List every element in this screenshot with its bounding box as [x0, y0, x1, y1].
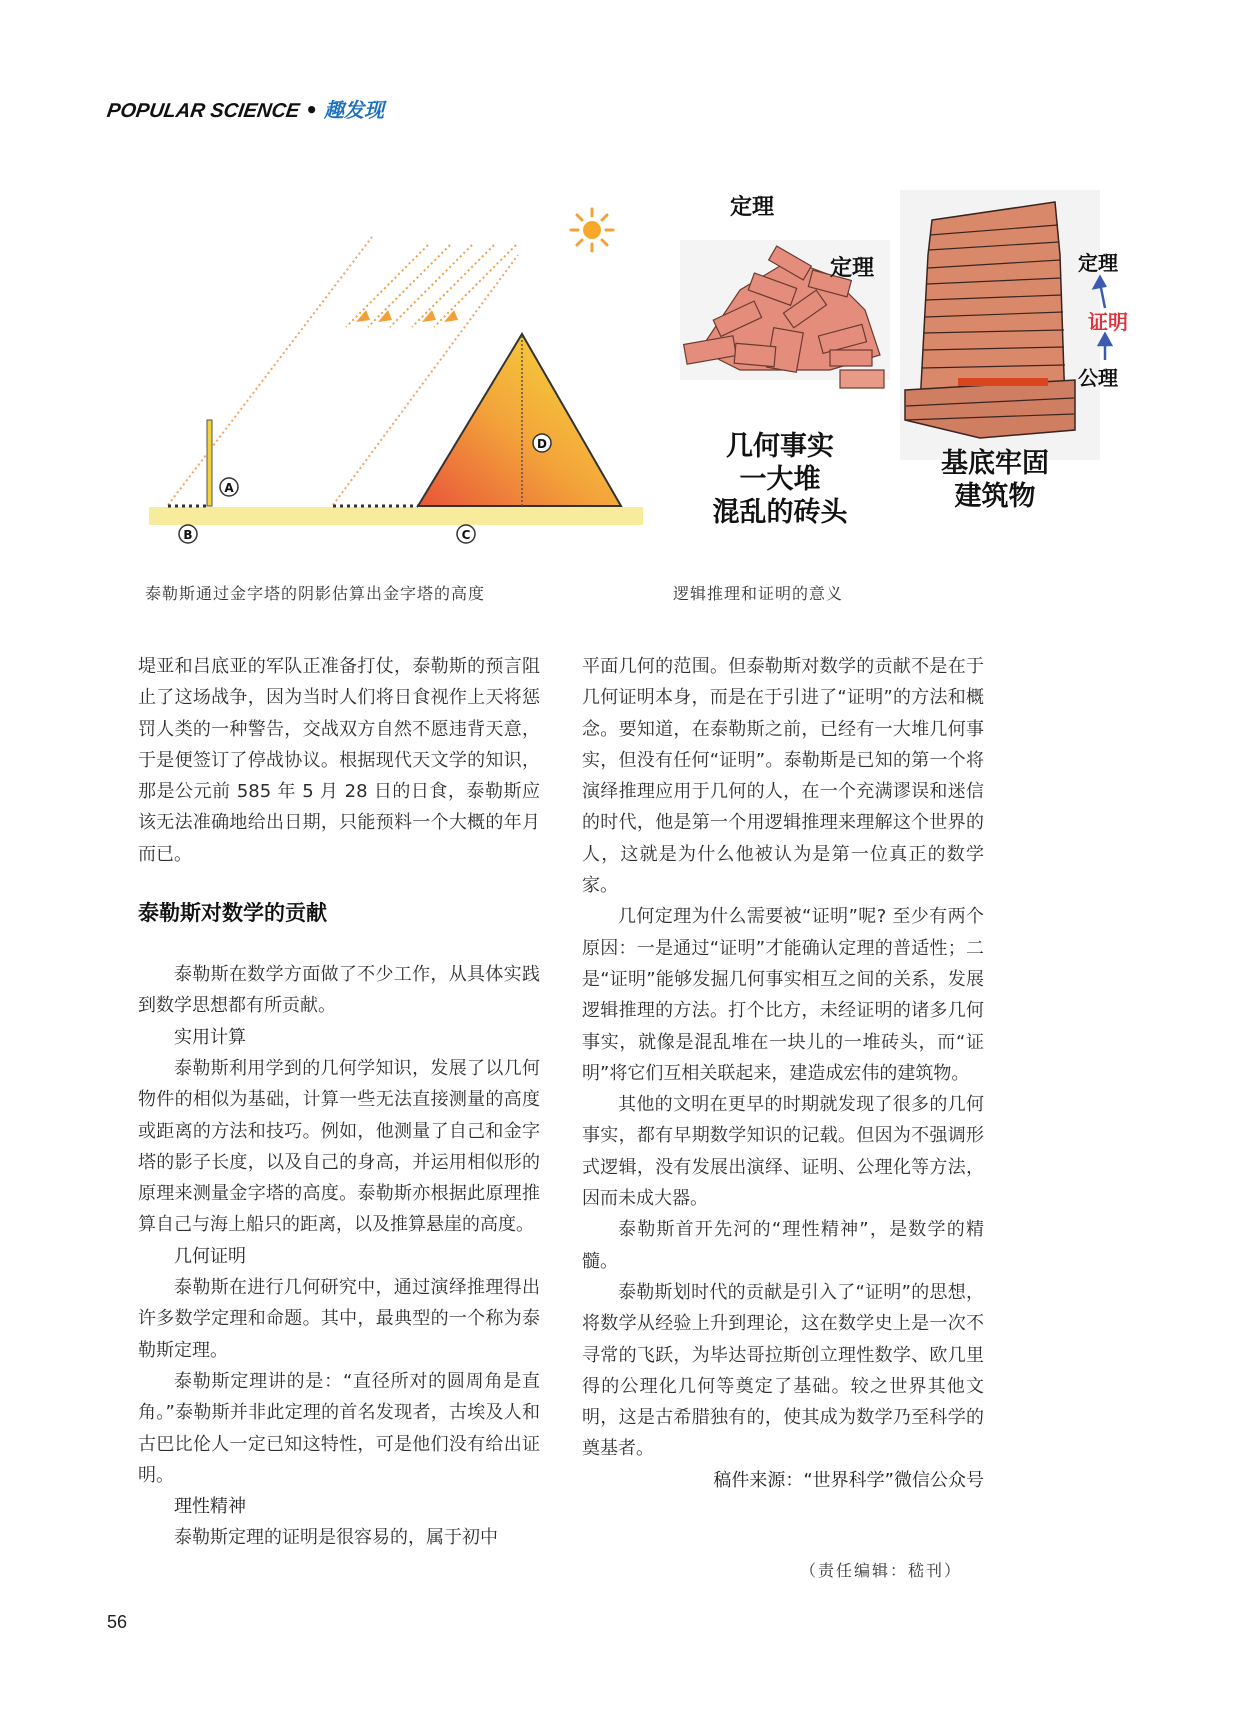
- building-title-line-1: 基底牢固: [941, 448, 1049, 479]
- label-d: [533, 434, 551, 452]
- pyramid-diagram: [148, 185, 658, 560]
- pile-title-line-2: 一大堆: [739, 464, 821, 495]
- paragraph: 泰勒斯划时代的贡献是引入了“证明”的思想，将数学从经验上升到理论，这在数学史上是一次不寻常的飞跃，为毕达哥拉斯创立理性数学、欧几里得的公理化几何等奠定了基础。较之世界其他文明，这是古希腊独有的，使其成为数学乃至科学的奠基者。: [582, 1281, 984, 1460]
- building-title-line-2: 建筑物: [954, 481, 1036, 512]
- paragraph: 泰勒斯在数学方面做了不少工作，从具体实践到数学思想都有所贡献。: [138, 964, 540, 1017]
- pyramid-figure-caption: 泰勒斯通过金字塔的阴影估算出金字塔的高度: [145, 584, 486, 603]
- bricks-figure-caption: 逻辑推理和证明的意义: [673, 584, 844, 603]
- svg-text:C: C: [461, 528, 471, 542]
- section-title: 趣发现: [324, 98, 385, 122]
- magazine-brand: POPULAR SCIENCE: [105, 100, 301, 122]
- pyramid-shadow-figure: [148, 185, 658, 560]
- article-left-column: [138, 651, 540, 1554]
- pile-title-line-1: 几何事实: [726, 431, 834, 462]
- arrow-up-icon: [1099, 334, 1111, 360]
- ray-arrowheads-icon: [356, 310, 458, 322]
- magazine-header: [107, 94, 384, 123]
- paragraph: 泰勒斯定理的证明是很容易的，属于初中: [174, 1527, 498, 1549]
- pile-label-top: 定理: [730, 195, 775, 220]
- paragraph: 泰勒斯利用学到的几何学知识，发展了以几何物件的相似为基础，计算一些无法直接测量的高度或距离的方法和技巧。例如，他测量了自己和金字塔的影子长度，以及自己的身高，并运用相似形的原理来测量金字塔的高度。泰勒斯亦根据此原理推算自己与海上船只的距离，以及推算悬崖的高度。: [138, 1057, 540, 1236]
- editor-credit: （责任编辑：嵇刊）: [800, 1561, 963, 1580]
- svg-text:D: D: [537, 437, 547, 451]
- bricks-diagram: [680, 180, 1258, 555]
- pyramid: [418, 334, 621, 506]
- label-b: [179, 525, 197, 543]
- header-separator: •: [305, 98, 319, 122]
- paragraph: 泰勒斯定理讲的是：“直径所对的圆周角是直角。”泰勒斯并非此定理的首名发现者，古埃及人和古巴比伦人一定已知这特性，可是他们没有给出证明。: [138, 1370, 540, 1486]
- ground-band: [149, 507, 643, 525]
- building-label-axiom: 公理: [1078, 366, 1118, 390]
- subheading: 几何证明: [174, 1245, 246, 1267]
- pile-label-side: 定理: [830, 256, 875, 281]
- paragraph: 泰勒斯首开先河的“理性精神”，是数学的精髓。: [582, 1219, 984, 1272]
- paragraph: 几何定理为什么需要被“证明”呢? 至少有两个原因：一是通过“证明”才能确认定理的普适性；二是“证明”能够发掘几何事实相互之间的关系，发展逻辑推理的方法。打个比方，未经证明的诸多几何事实，就像是混乱堆在一块儿的一堆砖头，而“证明”将它们互相关联起来，建造成宏伟的建筑物。: [582, 906, 984, 1084]
- article-source: 稿件来源：“世界科学”微信公众号: [713, 1469, 984, 1491]
- subheading: 理性精神: [174, 1496, 246, 1518]
- spacer: [138, 870, 540, 898]
- sun-icon: [571, 209, 613, 251]
- section-heading: 泰勒斯对数学的贡献: [138, 901, 327, 926]
- paragraph: 泰勒斯在进行几何研究中，通过演绎推理得出许多数学定理和命题。其中，最典型的一个称为泰勒斯定理。: [138, 1277, 540, 1361]
- paragraph: 其他的文明在更早的时期就发现了很多的几何事实，都有早期数学知识的记载。但因为不强调形式逻辑，没有发展出演绎、证明、公理化等方法，因而未成大器。: [582, 1094, 984, 1210]
- subheading: 实用计算: [174, 1026, 246, 1048]
- stick-ray: [168, 237, 372, 505]
- svg-text:A: A: [224, 481, 234, 495]
- label-a: [220, 478, 238, 496]
- stick: [207, 420, 212, 506]
- article-right-column: [582, 651, 984, 1496]
- pile-title-line-3: 混乱的砖头: [712, 497, 848, 528]
- building-label-proof: 证明: [1088, 310, 1128, 334]
- svg-text:B: B: [183, 528, 193, 542]
- paragraph: 平面几何的范围。但泰勒斯对数学的贡献不是在于几何证明本身，而是在于引进了“证明”的方法和概念。要知道，在泰勒斯之前，已经有一大堆几何事实，但没有任何“证明”。泰勒斯是已知的第一个将演绎推理应用于几何的人，在一个充满谬误和迷信的时代，他是第一个用逻辑推理来理解这个世界的人，这就是为什么他被认为是第一位真正的数学家。: [582, 656, 984, 897]
- label-c: [457, 525, 475, 543]
- bricks-figure: [680, 180, 1258, 555]
- brick-building-illustration: [905, 202, 1075, 438]
- page-number: 56: [107, 1612, 128, 1632]
- building-label-theorem: 定理: [1078, 251, 1118, 275]
- spacer: [138, 929, 540, 959]
- paragraph: 堤亚和吕底亚的军队正准备打仗，泰勒斯的预言阻止了这场战争，因为当时人们将日食视作上天将惩罚人类的一种警告，交战双方自然不愿违背天意，于是便签订了停战协议。根据现代天文学的知识，那是公元前 585 年 5 月 28 日的日食，泰勒斯应该无法准确地给出日期，只能预料一个大概的年月而已。: [138, 656, 540, 865]
